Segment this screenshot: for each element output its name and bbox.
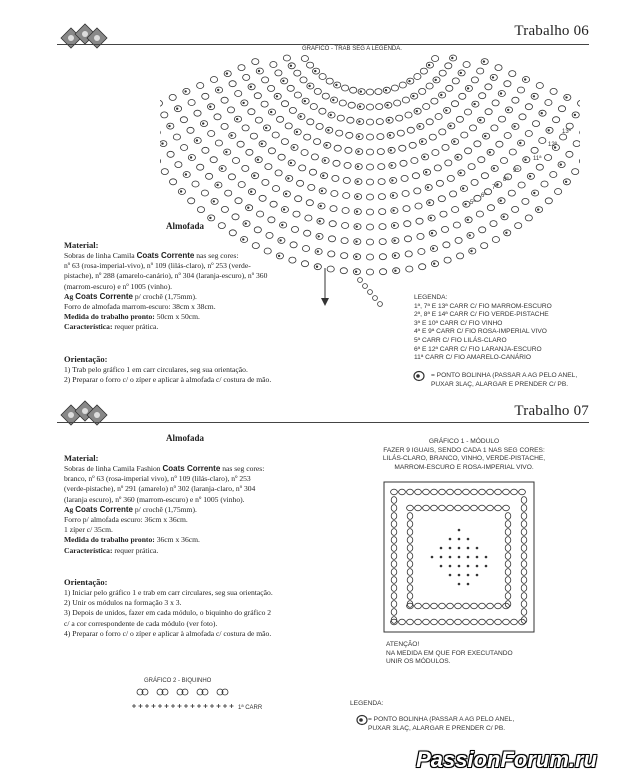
title-rule-07 [57, 422, 589, 423]
section-title-06: Trabalho 06 [514, 23, 589, 39]
round-label-6: 6ª [481, 193, 487, 199]
heading-almofada-06: Almofada [166, 221, 204, 231]
orientation-steps-07: 1) Iniciar pelo gráfico 1 e trab em carr circulares, seg sua orientação. 2) Unir os módulos na formação 3 x 3. 3) Depois de unidos, fazer em cada módulo, o biquinho do gráfico 2 c/ a cor correspondente de cada módulo (ver foto). 4) Preparar o forro c/ o zíper e aplicar à almofada c/ costura de mão. [64, 588, 273, 638]
bobble-stitch-icon-06 [412, 369, 426, 383]
round-label-12: 12ª [548, 142, 557, 148]
round-label-7: 7ª [492, 185, 498, 191]
logo-icon-07 [57, 397, 109, 433]
orientation-steps-06: 1) Trab pelo gráfico 1 em carr circulares, seg sua orientação. 2) Preparar o forro c/ o zíper e aplicar à almofada c/ costura de mão. [64, 365, 272, 385]
graph1-caption: GRÁFICO 1 - MÓDULO FAZER 9 IGUAIS, SENDO CADA 1 NAS SEG CORES: LILÁS-CLARO, BRANCO, VINHO, VERDE-PISTACHE, MARROM-ESCURO E ROSA-IMPERIAL VIVO. [382, 438, 546, 471]
graph2-round-label: 1ª CARR [238, 705, 263, 711]
round-label-8: 8ª [503, 177, 509, 183]
logo-icon-06 [57, 20, 109, 56]
picot-edge-chart [130, 686, 240, 714]
attention-note: ATENÇÃO! NA MEDIDA EM QUE FOR EXECUTANDO UNIR OS MÓDULOS. [386, 641, 513, 666]
round-label-11: 11ª [533, 156, 542, 162]
legend-title-07: LEGENDA: [350, 700, 384, 707]
material-text-06: Sobras de linha Camila Coats Corrente nas seg cores: nº 63 (rosa-imperial-vivo), nº 109 (lilás-claro), nº 253 (verde- pistache), nº 288 (amarelo-canário), nº 304 (laranja-escuro), nº 360 (marrom-escuro) e nº 1005 (vinho). Ag Coats Corrente p/ crochê (1,75mm). Forro de almofada marrom-escuro: 38cm x 38cm. Medida do trabalho pronto: 50cm x 50cm. Característica: requer prática. [64, 251, 268, 332]
orientation-label-06: Orientação: [64, 354, 108, 364]
title-rule-06 [57, 44, 589, 45]
symbol-text-07: = PONTO BOLINHA (PASSAR A AG PELO ANEL, PUXAR 3LAÇ, ALARGAR E PRENDER C/ PB. [368, 716, 515, 732]
material-label-06: Material: [64, 240, 99, 250]
chart-caption-06: GRÁFICO - TRAB SEG A LEGENDA. [302, 46, 402, 52]
symbol-text-06: = PONTO BOLINHA (PASSAR A AG PELO ANEL, PUXAR 3LAÇ, ALARGAR E PRENDER C/ PB. [431, 372, 578, 388]
round-label-13: 13ª [562, 129, 571, 135]
crochet-module-chart [380, 478, 538, 636]
material-text-07: Sobras de linha Camila Fashion Coats Corrente nas seg cores: branco, nº 63 (rosa-imperial vivo), nº 109 (lilás-claro), nº 253 (verde-pistache), nº 291 (amarelo) nº 302 (laranja-claro, nº 304 (laranja escuro), nº 360 (marrom-escuro) e nº 1005 (vinho). Ag Coats Corrente p/ crochê (1,75mm). Forro p/ almofada escuro: 36cm x 36cm. 1 zíper c/ 35cm. Medida do trabalho pronto: 36cm x 36cm. Característica: requer prática. [64, 464, 265, 555]
bobble-stitch-icon-07 [355, 713, 369, 727]
section-title-07: Trabalho 07 [514, 403, 589, 419]
round-label-9: 9ª [513, 168, 519, 174]
orientation-label-07: Orientação: [64, 577, 108, 587]
legend-06: LEGENDA: 1ª, 7ª E 13ª CARR C/ FIO MARROM-ESCURO 2ª, 8ª E 14ª CARR C/ FIO VERDE-PISTACHE 3ª E 10ª CARR C/ FIO VINHO 4ª E 9ª CARR C/ FIO ROSA-IMPERIAL VIVO 5ª CARR C/ FIO LILÁS-CLARO 6ª E 12ª CARR C/ FIO LARANJA-ESCURO 11ª CARR C/ FIO AMARELO-CANÁRIO [414, 294, 552, 362]
heading-almofada-07: Almofada [166, 433, 204, 443]
round-label-5: 5ª [470, 200, 476, 206]
material-label-07: Material: [64, 453, 99, 463]
graph2-caption: GRÁFICO 2 - BIQUINHO [144, 678, 212, 684]
watermark: PassionForum.ru [416, 747, 597, 772]
